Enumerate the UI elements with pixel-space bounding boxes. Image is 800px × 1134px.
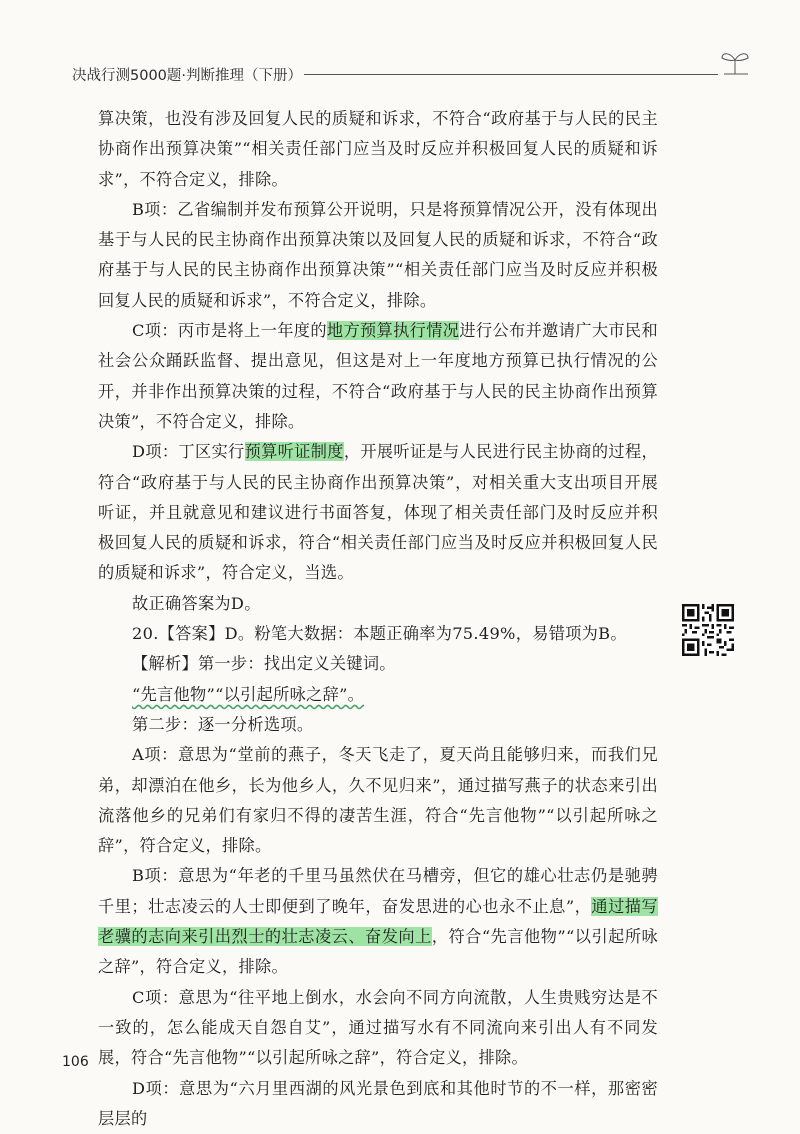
- book-title: 决战行测5000题·判断推理（下册）: [72, 64, 302, 85]
- paragraph-q20-option-c: C项：意思为“往平地上倒水，水会向不同方向流散，人生贵贱穷达是不一致的，怎么能成天自怨自艾”，通过描写水有不同流向来引出人有不同发展，符合“先言他物”“以引起所咏之辞”，符合定义，排除。: [98, 983, 658, 1074]
- paragraph-analysis-step1: 【解析】第一步：找出定义关键词。: [98, 649, 658, 679]
- paragraph-q20-option-b: B项：意思为“年老的千里马虽然伏在马槽旁，但它的雄心壮志仍是驰骋千里；壮志凌云的人士即便到了晚年，奋发思进的心也永不止息”，通过描写老骥的志向来引出烈士的壮志凌云、奋发向上，符合“先言他物”“以引起所咏之辞”，符合定义，排除。: [98, 861, 658, 982]
- paragraph-q20-option-d: D项：意思为“六月里西湖的风光景色到底和其他时节的不一样，那密密层层的: [98, 1074, 658, 1134]
- paragraph-a-continued: 算决策，也没有涉及回复人民的质疑和诉求，不符合“政府基于与人民的民主协商作出预算决策”“相关责任部门应当及时反应并积极回复人民的质疑和诉求”，不符合定义，排除。: [98, 104, 658, 195]
- highlight-old-steed: 通过描写老骥的志向来引出烈士的壮志凌云、奋发向上: [98, 897, 658, 946]
- running-header: [72, 62, 752, 86]
- paragraph-option-d: D项：丁区实行预算听证制度，开展听证是与人民进行民主协商的过程，符合“政府基于与人民的民主协商作出预算决策”，对相关重大支出项目开展听证，并且就意见和建议进行书面答复，体现了相关责任部门及时反应并积极回复人民的质疑和诉求，符合“相关责任部门应当及时反应并积极回复人民的质疑和诉求”，符合定义，当选。: [98, 437, 658, 588]
- paragraph-option-c: C项：丙市是将上一年度的地方预算执行情况进行公布并邀请广大市民和社会公众踊跃监督、提出意见，但这是对上一年度地方预算已执行情况的公开，并非作出预算决策的过程，不符合“政府基于与人民的民主协商作出预算决策”，不符合定义，排除。: [98, 316, 658, 437]
- paragraph-answer-20: 20.【答案】D。粉笔大数据：本题正确率为75.49%，易错项为B。: [98, 619, 658, 649]
- highlight-budget-execution: 地方预算执行情况: [327, 321, 459, 340]
- qr-code-icon[interactable]: [682, 604, 734, 656]
- page-number: 106: [62, 1054, 89, 1070]
- sprout-icon: [718, 48, 752, 78]
- paragraph-option-b: B项：乙省编制并发布预算公开说明，只是将预算情况公开，没有体现出基于与人民的民主协商作出预算决策以及回复人民的质疑和诉求，不符合“政府基于与人民的民主协商作出预算决策”“相关责任部门应当及时反应并积极回复人民的质疑和诉求”，不符合定义，排除。: [98, 195, 658, 316]
- paragraph-q20-option-a: A项：意思为“堂前的燕子，冬天飞走了，夏天尚且能够归来，而我们兄弟，却漂泊在他乡，长为他乡人，久不见归来”，通过描写燕子的状态来引出流落他乡的兄弟们有家归不得的凄苦生涯，符合“先言他物”“以引起所咏之辞”，符合定义，排除。: [98, 740, 658, 861]
- page-body: [98, 104, 658, 1134]
- paragraph-analysis-step2: 第二步：逐一分析选项。: [98, 710, 658, 740]
- paragraph-answer-19: 故正确答案为D。: [98, 589, 658, 619]
- header-rule: [304, 74, 718, 75]
- highlight-budget-hearing: 预算听证制度: [245, 442, 344, 461]
- paragraph-keywords: [98, 680, 658, 710]
- keywords-underlined: “先言他物”“以引起所咏之辞”。: [132, 685, 364, 704]
